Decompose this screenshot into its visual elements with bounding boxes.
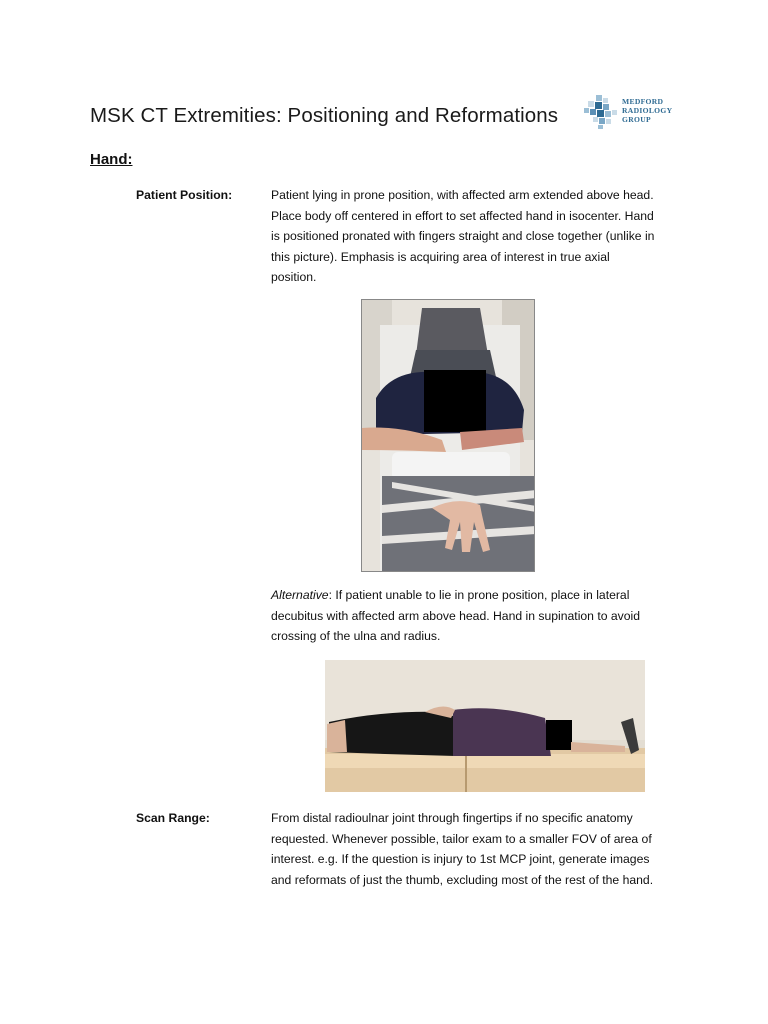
alternative-emphasis: Alternative	[271, 588, 329, 602]
scan-range-label: Scan Range:	[136, 811, 210, 825]
logo	[584, 95, 694, 129]
text-line: requested. Whenever possible, tailor exam to a smaller FOV of area of	[271, 831, 652, 846]
text-line: From distal radioulnar joint through fingertips if no specific anatomy	[271, 811, 633, 825]
text-line: decubitus with affected arm above head. Hand in supination to avoid	[271, 608, 641, 623]
text-line: and reformats of just the thumb, excluding most of the rest of the hand.	[271, 872, 654, 887]
text-line: position.	[271, 270, 317, 284]
text-line: interest. e.g. If the question is injury to 1st MCP joint, generate images	[271, 852, 650, 866]
text-line: this picture). Emphasis is acquiring area of interest in true axial	[271, 249, 610, 264]
logo-line: RADIOLOGY	[622, 106, 673, 115]
alternative-text	[271, 585, 691, 647]
text-line: Patient lying in prone position, with affected arm extended above head.	[271, 188, 654, 202]
text-line: crossing of the ulna and radius.	[271, 629, 441, 643]
patient-position-label: Patient Position:	[136, 188, 233, 202]
lateral-decubitus-photo	[325, 660, 645, 792]
page-title: MSK CT Extremities: Positioning and Reformations	[90, 104, 559, 127]
text-line	[271, 585, 691, 606]
logo-line: MEDFORD	[622, 97, 664, 106]
section-heading-hand: Hand:	[90, 151, 133, 168]
scan-range-text	[271, 808, 691, 890]
patient-position-text	[271, 185, 691, 288]
text-line: Place body off centered in effort to set affected hand in isocenter. Hand	[271, 208, 654, 223]
text-line: is positioned pronated with fingers straight and close together (unlike in	[271, 229, 655, 243]
logo-line: GROUP	[622, 115, 651, 124]
prone-position-photo	[361, 299, 535, 572]
logo-wordmark	[622, 97, 672, 124]
text-run: : If patient unable to lie in prone position, place in lateral	[328, 588, 630, 602]
grid-cross-icon	[584, 95, 618, 129]
